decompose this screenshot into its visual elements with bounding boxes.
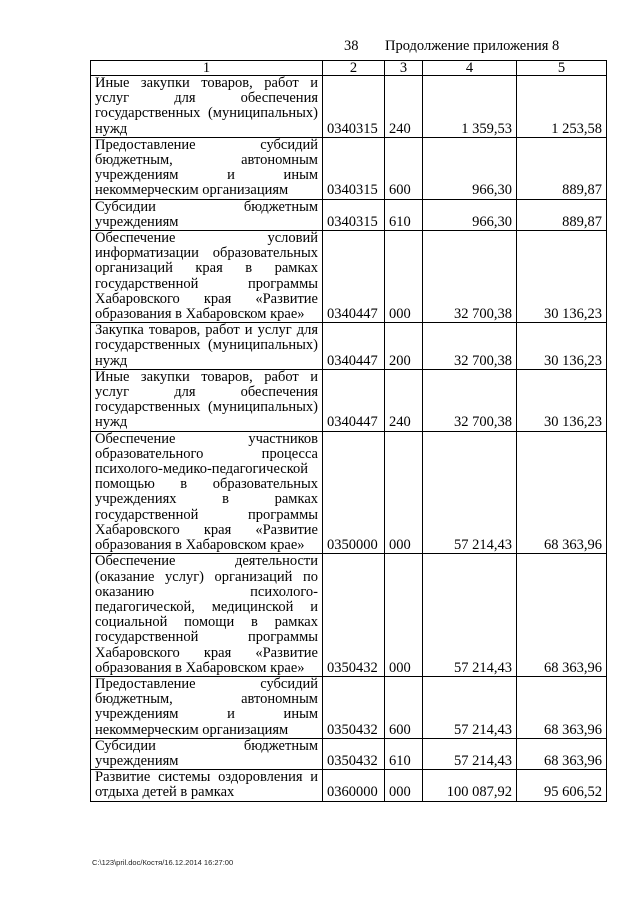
table-row — [91, 676, 607, 738]
row-amount-1: 966,30 — [423, 137, 517, 199]
row-name: Развитие системы оздоровления и отдыха детей в рамках — [91, 770, 323, 801]
row-name: Субсидии бюджетным учреждениям — [91, 738, 323, 769]
table-row — [91, 323, 607, 370]
row-type: 000 — [385, 554, 423, 677]
row-code: 0340315 — [323, 76, 385, 138]
row-amount-2: 68 363,96 — [517, 554, 607, 677]
row-amount-2: 30 136,23 — [517, 231, 607, 323]
row-amount-1: 57 214,43 — [423, 554, 517, 677]
row-code: 0350000 — [323, 431, 385, 554]
table-row — [91, 431, 607, 554]
row-amount-1: 57 214,43 — [423, 431, 517, 554]
column-number: 1 — [91, 61, 323, 76]
row-type: 610 — [385, 738, 423, 769]
row-code: 0360000 — [323, 770, 385, 801]
row-name: Предоставление субсидий бюджетным, автономным учреждениям и иным некоммерческим организациям — [91, 676, 323, 738]
file-path-footer: C:\123\pril.doc/Костя/16.12.2014 16:27:00 — [92, 858, 234, 867]
row-type: 600 — [385, 676, 423, 738]
row-code: 0340447 — [323, 231, 385, 323]
row-type: 240 — [385, 76, 423, 138]
row-type: 600 — [385, 137, 423, 199]
column-number: 5 — [517, 61, 607, 76]
row-amount-2: 68 363,96 — [517, 431, 607, 554]
row-name: Закупка товаров, работ и услуг для государственных (муниципальных) нужд — [91, 323, 323, 370]
row-amount-1: 100 087,92 — [423, 770, 517, 801]
column-number: 4 — [423, 61, 517, 76]
table-row — [91, 231, 607, 323]
column-number-row — [91, 61, 607, 76]
table-row — [91, 738, 607, 769]
row-amount-2: 30 136,23 — [517, 323, 607, 370]
row-amount-1: 1 359,53 — [423, 76, 517, 138]
row-code: 0340447 — [323, 369, 385, 431]
row-code: 0340315 — [323, 199, 385, 230]
row-amount-2: 1 253,58 — [517, 76, 607, 138]
row-type: 610 — [385, 199, 423, 230]
row-code: 0340447 — [323, 323, 385, 370]
row-name: Иные закупки товаров, работ и услуг для обеспечения государственных (муниципальных) нужд — [91, 369, 323, 431]
row-amount-2: 30 136,23 — [517, 369, 607, 431]
row-amount-2: 68 363,96 — [517, 676, 607, 738]
appendix-continuation-title: Продолжение приложения 8 — [385, 38, 560, 54]
row-name: Обеспечение условий информатизации образовательных организаций края в рамках государственной программы Хабаровского края «Развитие образования в Хабаровском крае» — [91, 231, 323, 323]
row-type: 000 — [385, 231, 423, 323]
table-row — [91, 199, 607, 230]
row-code: 0350432 — [323, 738, 385, 769]
table-row — [91, 369, 607, 431]
row-code: 0350432 — [323, 554, 385, 677]
table-row — [91, 76, 607, 138]
table-row — [91, 554, 607, 677]
row-amount-2: 889,87 — [517, 137, 607, 199]
row-type: 200 — [385, 323, 423, 370]
row-name: Предоставление субсидий бюджетным, автономным учреждениям и иным некоммерческим организациям — [91, 137, 323, 199]
row-name: Обеспечение участников образовательного процесса психолого-медико-педагогической помощью в образовательных учреждениях в рамках государственной программы Хабаровского края «Развитие образования в Хабаровском крае» — [91, 431, 323, 554]
column-number: 3 — [385, 61, 423, 76]
table-row — [91, 137, 607, 199]
budget-table — [90, 60, 607, 802]
row-type: 000 — [385, 431, 423, 554]
row-amount-2: 68 363,96 — [517, 738, 607, 769]
row-type: 240 — [385, 369, 423, 431]
row-amount-1: 32 700,38 — [423, 231, 517, 323]
row-amount-1: 57 214,43 — [423, 676, 517, 738]
page-number: 38 — [344, 38, 359, 54]
row-name: Субсидии бюджетным учреждениям — [91, 199, 323, 230]
row-name: Иные закупки товаров, работ и услуг для обеспечения государственных (муниципальных) нужд — [91, 76, 323, 138]
row-type: 000 — [385, 770, 423, 801]
column-number: 2 — [323, 61, 385, 76]
row-amount-2: 889,87 — [517, 199, 607, 230]
row-amount-1: 32 700,38 — [423, 323, 517, 370]
row-amount-1: 32 700,38 — [423, 369, 517, 431]
row-amount-1: 57 214,43 — [423, 738, 517, 769]
row-code: 0350432 — [323, 676, 385, 738]
table-row — [91, 770, 607, 801]
row-name: Обеспечение деятельности (оказание услуг) организаций по оказанию психолого-педагогической, медицинской и социальной помощи в рамках государственной программы Хабаровского края «Развитие образования в Хабаровском крае» — [91, 554, 323, 677]
row-amount-1: 966,30 — [423, 199, 517, 230]
row-code: 0340315 — [323, 137, 385, 199]
row-amount-2: 95 606,52 — [517, 770, 607, 801]
